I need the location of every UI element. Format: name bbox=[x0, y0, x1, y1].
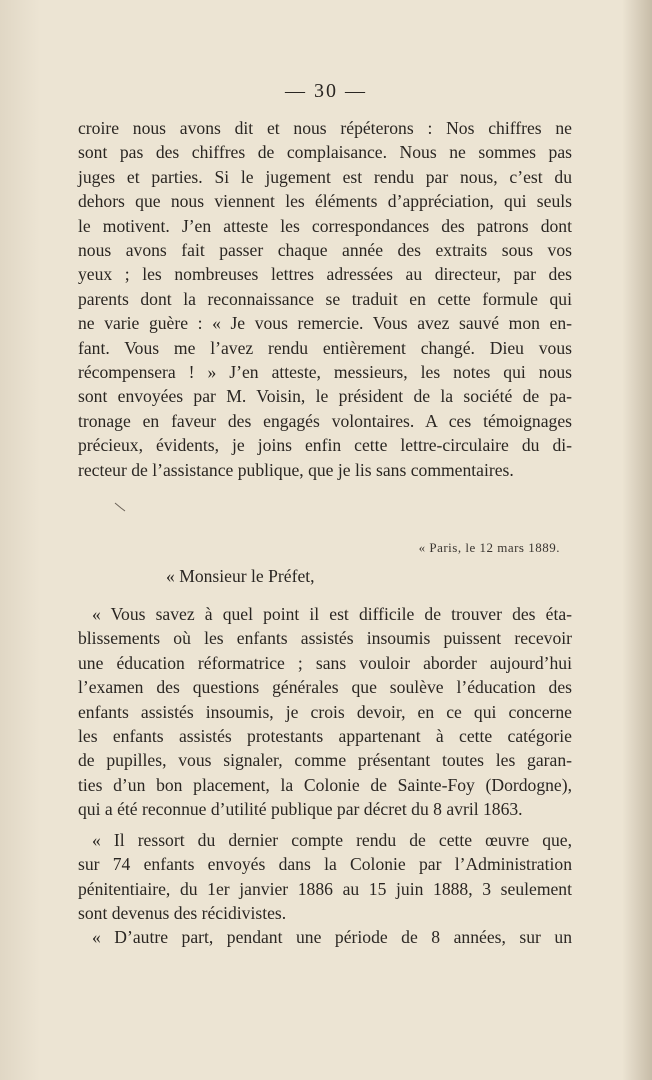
text-line: enfants assistés insoumis, je crois devoir, en ce qui concerne bbox=[78, 701, 572, 722]
text-line: le motivent. J’en atteste les correspondances des patrons dont bbox=[78, 215, 572, 236]
text-line: yeux ; les nombreuses lettres adressées au directeur, par des bbox=[78, 264, 572, 285]
page-number: — 30 — bbox=[285, 80, 367, 102]
text-line: ne varie guère : « Je vous remercie. Vous avez sauvé mon en- bbox=[78, 313, 572, 334]
text-line: fant. Vous me l’avez rendu entièrement changé. Dieu vous bbox=[78, 337, 572, 358]
text-line: récompensera ! » J’en atteste, messieurs, les notes qui nous bbox=[78, 362, 572, 383]
text-line: « Vous savez à quel point il est difficile de trouver des éta- bbox=[92, 604, 572, 624]
text-line: sont devenus des récidivistes. bbox=[78, 903, 287, 924]
text-line: de pupilles, vous signaler, comme présentant toutes les garan- bbox=[78, 750, 572, 771]
text-line: sur 74 enfants envoyés dans la Colonie par l’Administration bbox=[78, 854, 572, 875]
text-line: qui a été reconnue d’utilité publique par décret du 8 avril 1863. bbox=[78, 799, 523, 820]
text-line: nous avons fait passer chaque année des extraits sous vos bbox=[78, 240, 572, 261]
text-line: juges et parties. Si le jugement est rendu par nous, c’est du bbox=[78, 166, 572, 187]
letter-paragraph-2 bbox=[78, 828, 572, 926]
text-line: tronage en faveur des engagés volontaires. A ces témoignages bbox=[78, 410, 572, 431]
text-line: sont pas des chiffres de complaisance. Nous ne sommes pas bbox=[78, 142, 572, 163]
text-line: précieux, évidents, je joins enfin cette lettre-circulaire du di- bbox=[78, 435, 572, 456]
text-line: « Il ressort du dernier compte rendu de cette œuvre que, bbox=[92, 830, 572, 850]
pencil-mark bbox=[114, 502, 126, 512]
letter-salutation: « Monsieur le Préfet, bbox=[166, 566, 315, 586]
letter-paragraph-3 bbox=[78, 925, 572, 949]
text-line: croire nous avons dit et nous répéterons : Nos chiffres ne bbox=[78, 118, 572, 138]
text-line: dehors que nous viennent les éléments d’appréciation, qui seuls bbox=[78, 191, 572, 212]
text-line: « D’autre part, pendant une période de 8 années, sur un bbox=[92, 927, 572, 947]
text-line: sont envoyées par M. Voisin, le président de la société de pa- bbox=[78, 386, 572, 407]
text-line: l’examen des questions générales que soulève l’éducation des bbox=[78, 677, 572, 698]
text-line: recteur de l’assistance publique, que je lis sans commentaires. bbox=[78, 459, 514, 480]
letter-paragraph-1 bbox=[78, 602, 572, 822]
text-line: ties d’un bon placement, la Colonie de Sainte-Foy (Dordogne), bbox=[78, 774, 572, 795]
letter-date: « Paris, le 12 mars 1889. bbox=[418, 540, 560, 555]
text-line: une éducation réformatrice ; sans vouloir aborder aujourd’hui bbox=[78, 652, 572, 673]
text-line: les enfants assistés protestants appartenant à cette catégorie bbox=[78, 726, 572, 747]
text-line: pénitentiaire, du 1er janvier 1886 au 15 juin 1888, 3 seulement bbox=[78, 878, 572, 899]
text-line: blissements où les enfants assistés insoumis puissent recevoir bbox=[78, 628, 572, 649]
text-line: parents dont la reconnaissance se traduit en cette formule qui bbox=[78, 288, 572, 309]
paragraph-1 bbox=[78, 116, 572, 482]
